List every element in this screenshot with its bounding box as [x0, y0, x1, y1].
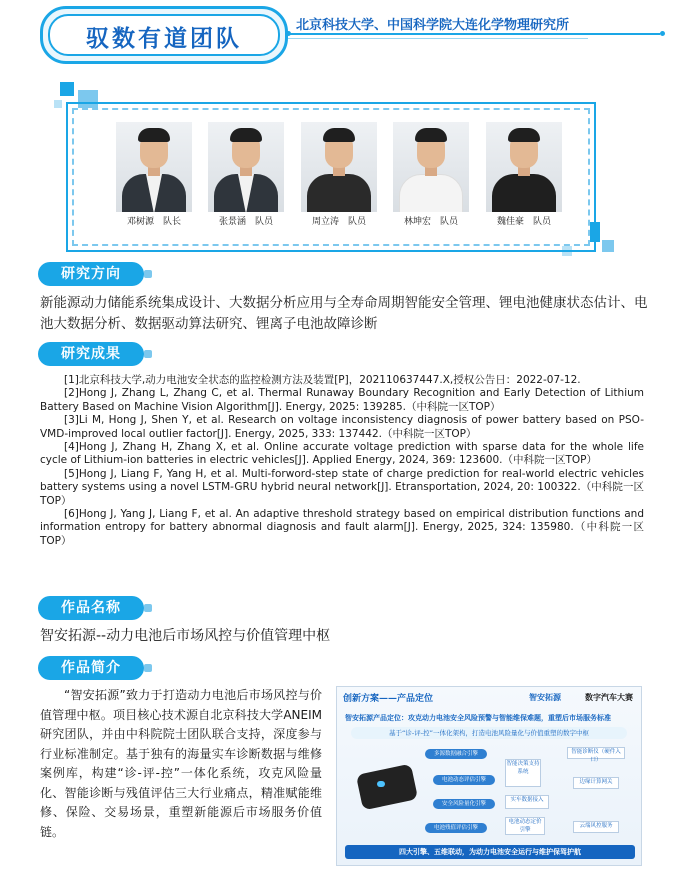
engine-module: 电池残值评估引擎 — [425, 823, 487, 833]
member-caption: 林坤宏 队员 — [403, 217, 458, 227]
reference-item: [4]Hong J, Zhang H, Zhang X, et al. Online accurate voltage prediction with sparse data for the whole life cycle of Lithium-ion batteries in electric vehicles[J]. Applied Energy, 2024, 369: 123600.（中科院一区TOP） — [40, 441, 644, 467]
reference-item: [3]Li M, Hong J, Shen Y, et al. Research on voltage inconsistency diagnosis of power battery based on PSO-VMD-improved local outlier factor[J]. Energy, 2025, 333: 137442.（中科院一区TOP） — [40, 414, 644, 440]
header-divider — [288, 33, 660, 35]
hair-shape — [508, 128, 540, 142]
engine-module: 多源数据融合引擎 — [425, 749, 487, 759]
work-intro-text: “智安拓源”致力于打造动力电池后市场风控与价值管理中枢。项目核心技术源自北京科技大学ANEIM研究团队，并由中科院院士团队联合支持，深度参与行业标准制定。基于独有的海量实车诊断数据与维修案例库，构建“诊-评-控”一体化系统，攻克风险量化、智能诊断与残值评估三大行业痛点，精准赋能维修、保险、交易场景，重塑新能源后市场服务价值链。 — [40, 688, 322, 839]
member-caption: 张景涵 队员 — [218, 217, 273, 227]
system-card: 实车数据接入 — [505, 795, 549, 809]
member-caption: 邓树源 队长 — [126, 217, 181, 227]
system-card: 边缘计算网关 — [573, 777, 619, 789]
team-member — [116, 122, 192, 230]
institution-names: 北京科技大学、中国科学院大连化学物理研究所 — [296, 18, 570, 33]
team-member — [393, 122, 469, 230]
member-photo — [393, 122, 469, 212]
circuit-dot-icon — [660, 31, 665, 36]
reference-item: [2]Hong J, Zhang L, Zhang C, et al. Thermal Runaway Boundary Recognition and Early Detection of Lithium Battery Based on Machine Vision Algorithm[J]. Energy, 2025: 139285.（中科院一区TOP） — [40, 387, 644, 413]
product-subline: 基于“诊-评-控”一体化架构，打造电池风险量化与价值重塑的数字中枢 — [351, 727, 627, 739]
header-divider-thin — [288, 38, 588, 39]
tee-shape — [307, 174, 371, 212]
research-results-heading: 研究成果 — [38, 342, 144, 366]
team-member — [301, 122, 377, 230]
decor-square-icon — [60, 82, 74, 96]
product-headline: 智安拓源产品定位：攻克动力电池安全风险预警与智能维保难题，重塑后市场服务标准 — [345, 714, 611, 722]
research-direction-heading: 研究方向 — [38, 262, 144, 286]
system-card: 智能决策支持系统 — [505, 759, 541, 787]
reference-item: [6]Hong J, Yang J, Liang F, et al. An adaptive threshold strategy based on empirical distribution functions and information entropy for battery abnormal diagnosis and fault alarm[J]. Energy, 2025, 324: 135980.（中科院一区TOP） — [40, 508, 644, 547]
hair-shape — [138, 128, 170, 142]
work-name-text: 智安拓源--动力电池后市场风控与价值管理中枢 — [40, 628, 331, 644]
system-card: 智能诊断仪（硬件入口） — [567, 747, 625, 759]
circuit-dot-icon — [286, 31, 291, 36]
team-banner — [40, 6, 288, 64]
member-photo — [301, 122, 377, 212]
diagnostic-device-icon — [356, 764, 418, 811]
team-member — [208, 122, 284, 230]
product-bottom-banner: 四大引擎、五维联动，为动力电池安全运行与维护保驾护航 — [345, 845, 635, 859]
hair-shape — [415, 128, 447, 142]
member-caption: 周立涛 队员 — [311, 217, 366, 227]
system-card: 电池动态定价引擎 — [505, 817, 545, 835]
team-member — [486, 122, 562, 230]
contest-logo: 数字汽车大赛 — [585, 693, 633, 702]
work-name-heading: 作品名称 — [38, 596, 144, 620]
engine-module: 电池动态评估引擎 — [433, 775, 495, 785]
system-card: 云端风控服务 — [573, 821, 619, 833]
reference-list — [40, 374, 644, 548]
tee-shape — [399, 174, 463, 212]
member-photo — [208, 122, 284, 212]
product-brand-logo: 智安拓源 — [529, 693, 561, 702]
reference-item: [1]北京科技大学,动力电池安全状态的监控检测方法及装置[P]，202110637447.X,授权公告日：2022-07-12. — [64, 374, 581, 386]
decor-square-icon — [602, 240, 614, 252]
hair-shape — [230, 128, 262, 142]
tee-shape — [492, 174, 556, 212]
member-photo — [116, 122, 192, 212]
product-positioning-image — [336, 686, 642, 866]
reference-item: [5]Hong J, Liang F, Yang H, et al. Multi-forword-step state of charge prediction for real-world electric vehicles battery systems using a novel LSTM-GRU hybrid neural network[J]. Etransportation, 2024, 20: 100322.（中科院一区TOP） — [40, 467, 644, 507]
hair-shape — [323, 128, 355, 142]
product-image-title: 创新方案——产品定位 — [343, 694, 434, 704]
research-direction-text: 新能源动力储能系统集成设计、大数据分析应用与全寿命周期智能安全管理、锂电池健康状态估计、电池大数据分析、数据驱动算法研究、锂离子电池故障诊断 — [40, 295, 648, 332]
member-caption: 魏佳豪 队员 — [496, 217, 551, 227]
team-title: 驭数有道团队 — [86, 26, 242, 52]
work-intro-heading: 作品简介 — [38, 656, 144, 680]
decor-square-icon — [54, 100, 62, 108]
engine-module: 安全风险量化引擎 — [433, 799, 495, 809]
member-photo — [486, 122, 562, 212]
device-led-icon — [377, 781, 385, 787]
